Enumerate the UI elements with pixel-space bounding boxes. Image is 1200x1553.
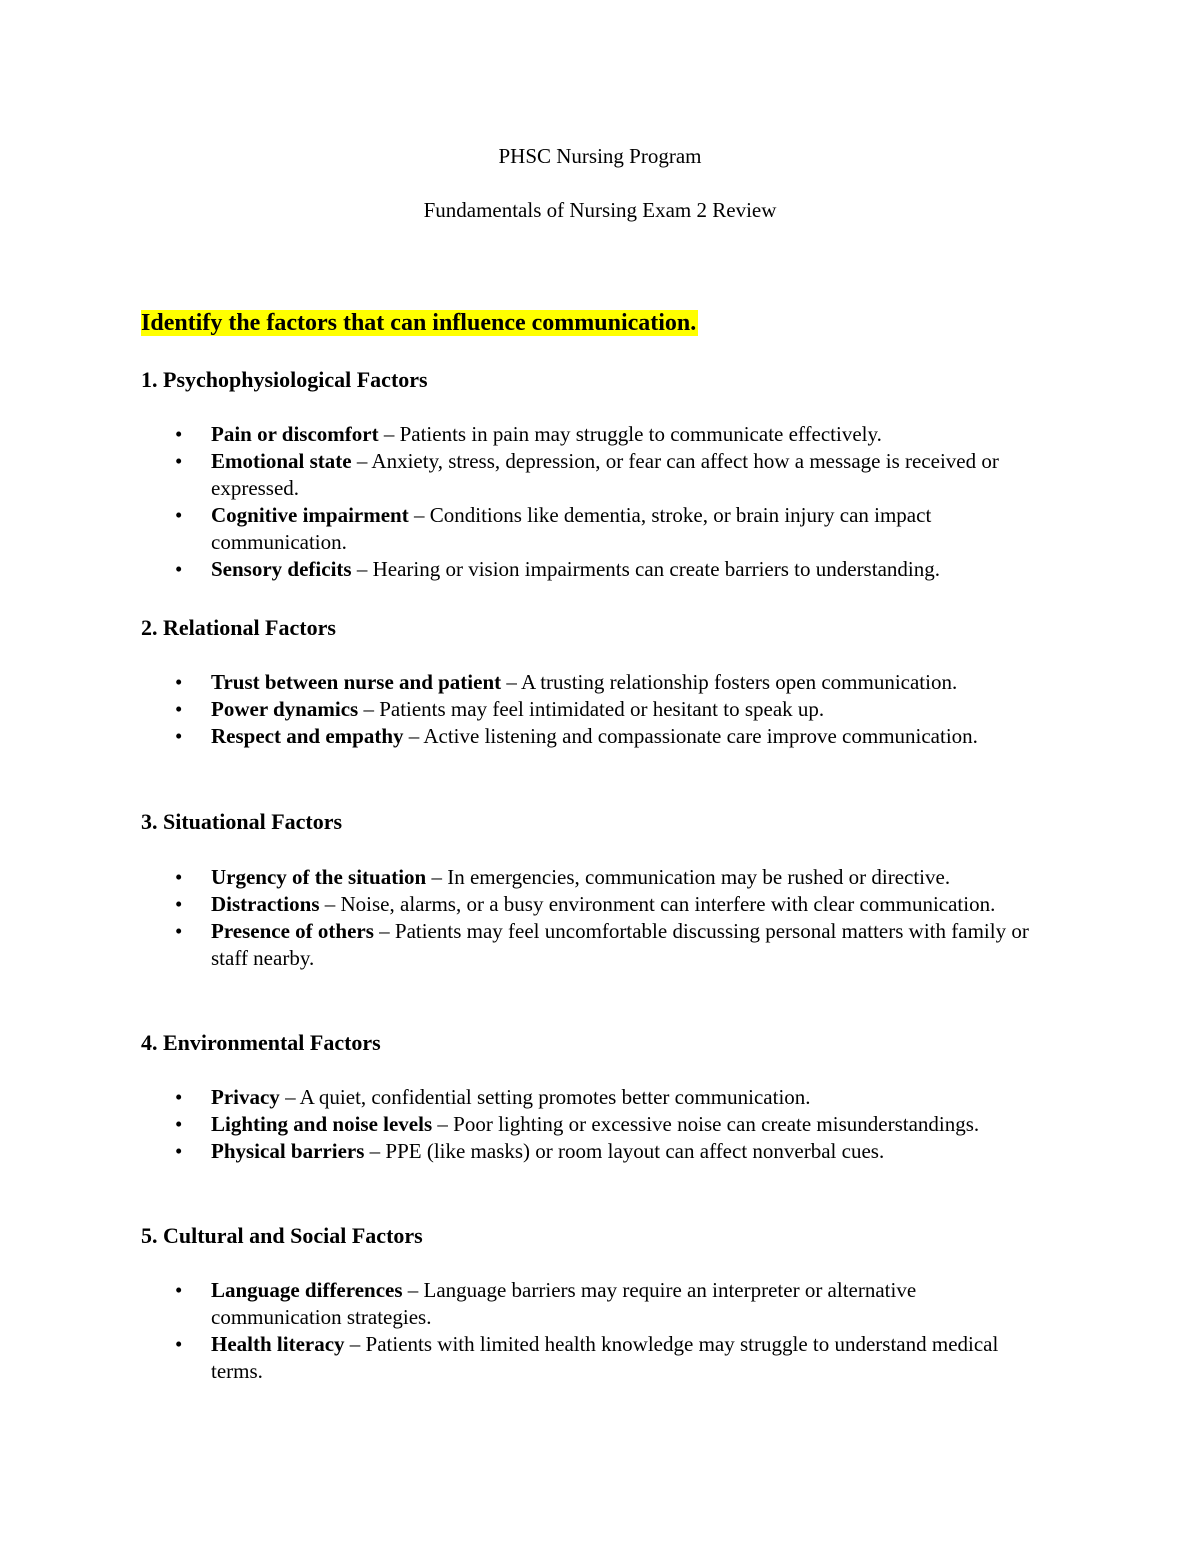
item-text: – Patients may feel uncomfortable discussing personal matters with family or staff nearby.: [211, 919, 1029, 970]
highlighted-prompt: [141, 308, 698, 338]
item-text: – Poor lighting or excessive noise can create misunderstandings.: [432, 1112, 980, 1136]
bullet-icon: •: [175, 865, 183, 889]
section-heading: 5. Cultural and Social Factors: [141, 1223, 423, 1248]
item-text: – A quiet, confidential setting promotes better communication.: [279, 1085, 811, 1109]
section-psychophysiological: [141, 366, 1101, 583]
list-item: [141, 864, 1041, 891]
list-item: [141, 918, 1041, 972]
bullet-icon: •: [175, 1278, 183, 1302]
item-term: Lighting and noise levels: [211, 1112, 433, 1136]
list-item: [141, 448, 1041, 502]
item-term: Health literacy: [211, 1332, 345, 1356]
item-term: Respect and empathy: [211, 724, 404, 748]
list-item: [141, 1331, 1041, 1385]
item-term: Urgency of the situation: [211, 865, 427, 889]
item-term: Cognitive impairment: [211, 503, 409, 527]
item-text: – Anxiety, stress, depression, or fear can affect how a message is received or expressed.: [211, 449, 999, 500]
section-situational: [141, 808, 1101, 972]
item-text: – Patients in pain may struggle to communicate effectively.: [378, 422, 882, 446]
bullet-icon: •: [175, 697, 183, 721]
item-term: Language differences: [211, 1278, 403, 1302]
item-text: – A trusting relationship fosters open communication.: [501, 670, 958, 694]
prompt-text: Identify the factors that can influence communication.: [141, 310, 697, 336]
list-item: [141, 421, 1041, 448]
item-text: – Language barriers may require an interpreter or alternative communication strategies.: [211, 1278, 917, 1329]
item-term: Sensory deficits: [211, 557, 352, 581]
bullet-icon: •: [175, 724, 183, 748]
list-item: [141, 696, 1041, 723]
item-term: Trust between nurse and patient: [211, 670, 502, 694]
section-cultural-social: [141, 1222, 1101, 1385]
item-text: – Noise, alarms, or a busy environment can interfere with clear communication.: [319, 892, 996, 916]
list-item: [141, 891, 1041, 918]
section-heading: 4. Environmental Factors: [141, 1030, 381, 1055]
item-text: – Conditions like dementia, stroke, or brain injury can impact communication.: [211, 503, 932, 554]
bullet-icon: •: [175, 892, 183, 916]
bullet-list: [141, 864, 1101, 972]
bullet-icon: •: [175, 919, 183, 943]
section-heading: 2. Relational Factors: [141, 615, 336, 640]
item-term: Pain or discomfort: [211, 422, 379, 446]
bullet-icon: •: [175, 503, 183, 527]
section-heading: 3. Situational Factors: [141, 809, 343, 834]
list-item: [141, 502, 1041, 556]
item-text: – Patients may feel intimidated or hesitant to speak up.: [358, 697, 825, 721]
bullet-icon: •: [175, 1085, 183, 1109]
bullet-list: [141, 669, 1101, 750]
item-text: – Active listening and compassionate care improve communication.: [403, 724, 978, 748]
bullet-icon: •: [175, 670, 183, 694]
item-term: Distractions: [211, 892, 320, 916]
item-term: Privacy: [211, 1085, 280, 1109]
list-item: [141, 1111, 1041, 1138]
item-text: – PPE (like masks) or room layout can affect nonverbal cues.: [364, 1139, 885, 1163]
section-relational: [141, 614, 1101, 750]
item-term: Power dynamics: [211, 697, 359, 721]
list-item: [141, 723, 1041, 750]
bullet-icon: •: [175, 1139, 183, 1163]
item-term: Physical barriers: [211, 1139, 365, 1163]
bullet-icon: •: [175, 422, 183, 446]
item-term: Emotional state: [211, 449, 352, 473]
item-text: – In emergencies, communication may be rushed or directive.: [426, 865, 951, 889]
list-item: [141, 1138, 1041, 1165]
bullet-list: [141, 1277, 1101, 1385]
bullet-list: [141, 421, 1101, 583]
program-title: PHSC Nursing Program: [498, 144, 702, 168]
bullet-icon: •: [175, 1112, 183, 1136]
list-item: [141, 1084, 1041, 1111]
list-item: [141, 669, 1041, 696]
item-text: – Patients with limited health knowledge may struggle to understand medical terms.: [211, 1332, 999, 1383]
list-item: [141, 556, 1041, 583]
bullet-list: [141, 1084, 1101, 1165]
item-text: – Hearing or vision impairments can create barriers to understanding.: [351, 557, 940, 581]
item-term: Presence of others: [211, 919, 374, 943]
section-heading: 1. Psychophysiological Factors: [141, 367, 428, 392]
list-item: [141, 1277, 1041, 1331]
bullet-icon: •: [175, 449, 183, 473]
section-environmental: [141, 1029, 1101, 1165]
bullet-icon: •: [175, 1332, 183, 1356]
review-title: Fundamentals of Nursing Exam 2 Review: [423, 198, 777, 222]
bullet-icon: •: [175, 557, 183, 581]
